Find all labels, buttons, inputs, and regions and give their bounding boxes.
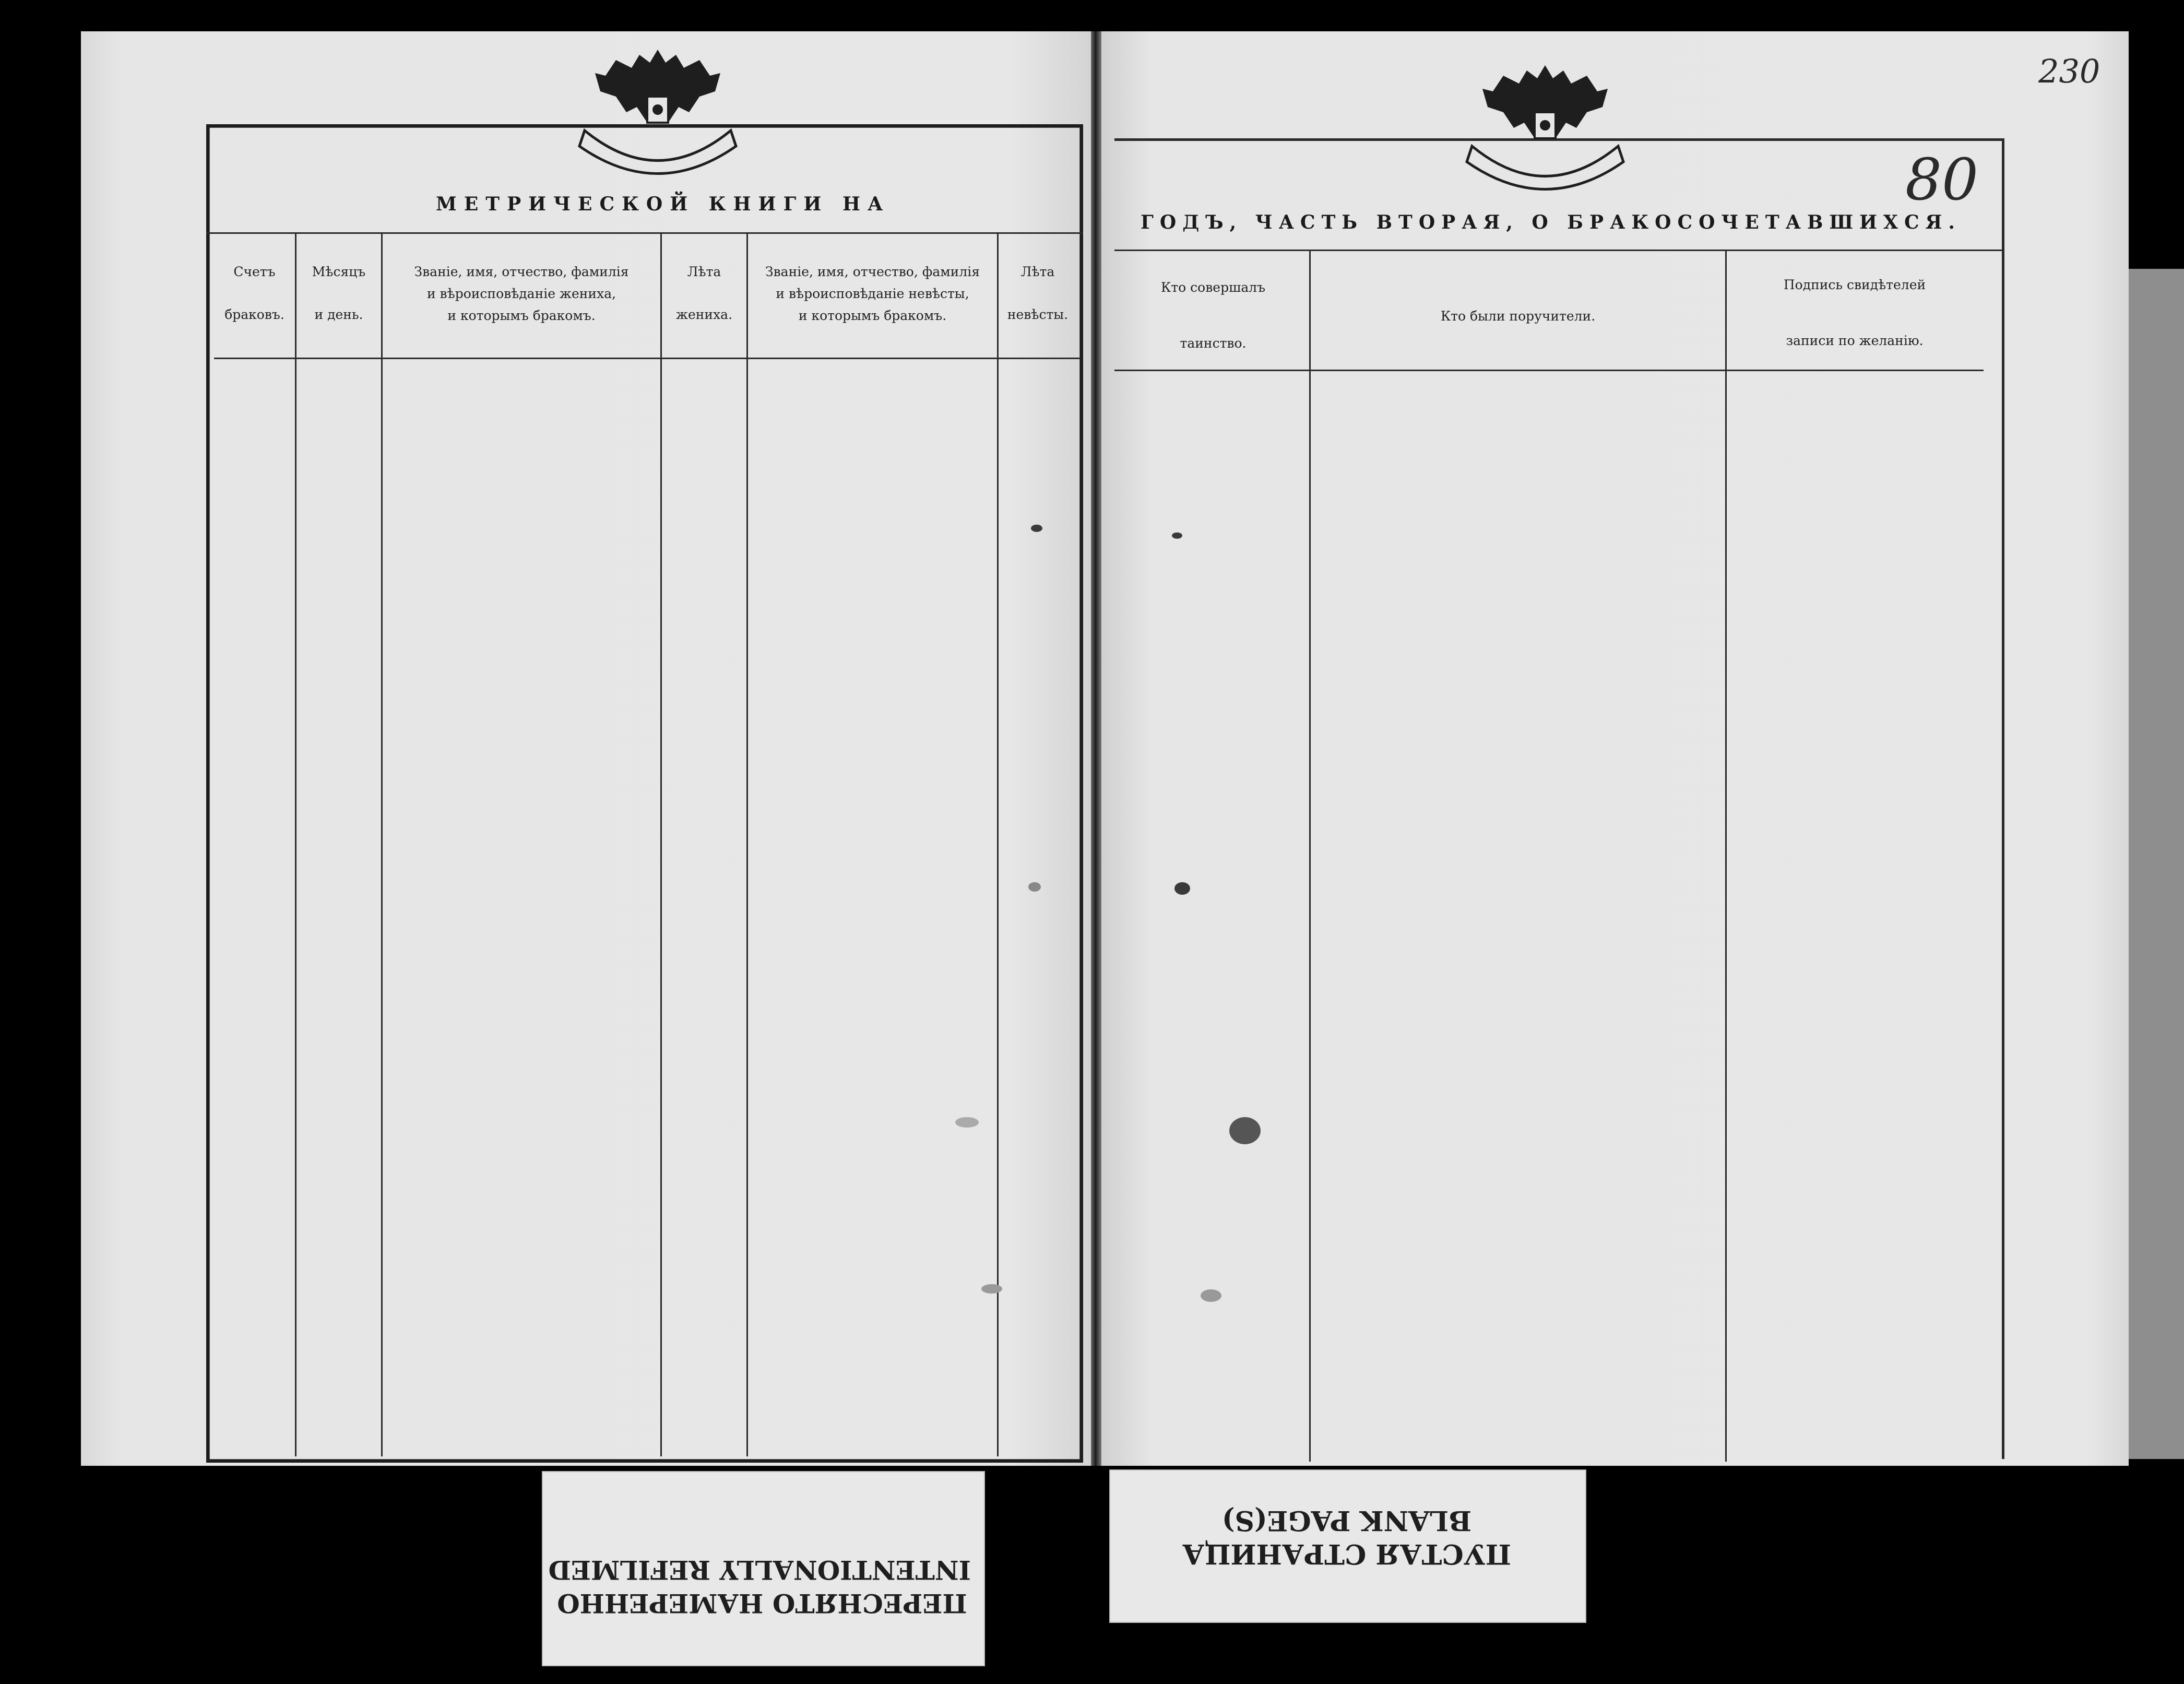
slip-line: BLANK PAGE(S): [1221, 1504, 1472, 1536]
header-line: Званіе, имя, отчество, фамилія: [765, 264, 980, 279]
header-line: и вѣроисповѣданіе невѣсты,: [776, 286, 969, 301]
left-col-divider: [295, 234, 296, 1456]
left-header-rule: [214, 358, 1081, 359]
header-bride-age: [999, 261, 1077, 326]
right-col-divider: [1725, 251, 1727, 1462]
right-page: [1100, 31, 2129, 1466]
header-line: и день.: [314, 307, 363, 322]
slip-line: ПЕРЕСНЯТО НАМЕРЕННО: [557, 1588, 967, 1619]
header-line: браковъ.: [224, 307, 284, 322]
header-line: жениха.: [675, 307, 733, 322]
header-line: Званіе, имя, отчество, фамилія: [414, 264, 629, 279]
left-title-rule: [206, 232, 1083, 234]
header-line: Мѣсяцъ: [312, 264, 366, 279]
header-line: невѣсты.: [1007, 307, 1069, 322]
left-col-divider: [660, 234, 662, 1456]
header-line: Кто совершалъ: [1160, 280, 1266, 295]
header-officiant: [1117, 277, 1309, 354]
header-line: и которымъ бракомъ.: [447, 308, 596, 323]
paper-damage: [1172, 532, 1182, 539]
slip-line: INTENTIONALLY REFILMED: [548, 1555, 971, 1585]
left-page-title: МЕТРИЧЕСКОЙ КНИГИ НА: [436, 193, 891, 215]
right-header-rule: [1114, 370, 1984, 371]
paper-damage: [981, 1284, 1002, 1294]
left-col-divider: [381, 234, 383, 1456]
refilmed-notice-text: [548, 1553, 971, 1620]
header-line: Лѣта: [687, 264, 721, 279]
right-title-rule: [1114, 250, 2004, 251]
right-col-divider: [1309, 251, 1311, 1462]
header-line: записи по желанію.: [1786, 333, 1924, 348]
header-witness-signatures: [1727, 274, 1983, 352]
paper-damage: [1229, 1117, 1261, 1144]
header-month-day: [296, 261, 381, 326]
header-line: Подпись свидѣтелей: [1783, 277, 1926, 292]
header-marriage-count: [214, 261, 295, 326]
header-guarantors: [1311, 305, 1725, 327]
right-frame-edge: [2002, 138, 2004, 1459]
folio-number-handwritten: 80: [1905, 146, 1978, 213]
header-line: таинство.: [1180, 336, 1247, 351]
header-line: Счетъ: [233, 264, 276, 279]
header-groom-age: [662, 261, 746, 326]
header-line: Лѣта: [1020, 264, 1055, 279]
left-col-divider: [997, 234, 999, 1456]
left-col-divider: [746, 234, 748, 1456]
header-bride-info: [748, 261, 997, 327]
header-line: Кто были поручители.: [1440, 309, 1596, 324]
paper-damage: [1028, 882, 1041, 892]
archive-page-number: 230: [2038, 52, 2100, 90]
paper-damage: [1174, 882, 1190, 895]
paper-damage: [1201, 1289, 1221, 1302]
header-line: и вѣроисповѣданіе жениха,: [426, 286, 616, 301]
header-line: и которымъ бракомъ.: [798, 308, 947, 323]
blank-page-notice-text: [1148, 1503, 1545, 1570]
page-edge-strip: [2119, 269, 2184, 1459]
paper-damage: [955, 1117, 979, 1128]
header-groom-info: [383, 261, 660, 327]
right-page-title: ГОДЪ, ЧАСТЬ ВТОРАЯ, О БРАКОСОЧЕТАВШИХСЯ.: [1141, 211, 1961, 233]
slip-line: ПУСТАЯ СТРАНИЦА: [1182, 1538, 1512, 1570]
book-spine: [1091, 31, 1101, 1466]
paper-damage: [1031, 525, 1042, 532]
